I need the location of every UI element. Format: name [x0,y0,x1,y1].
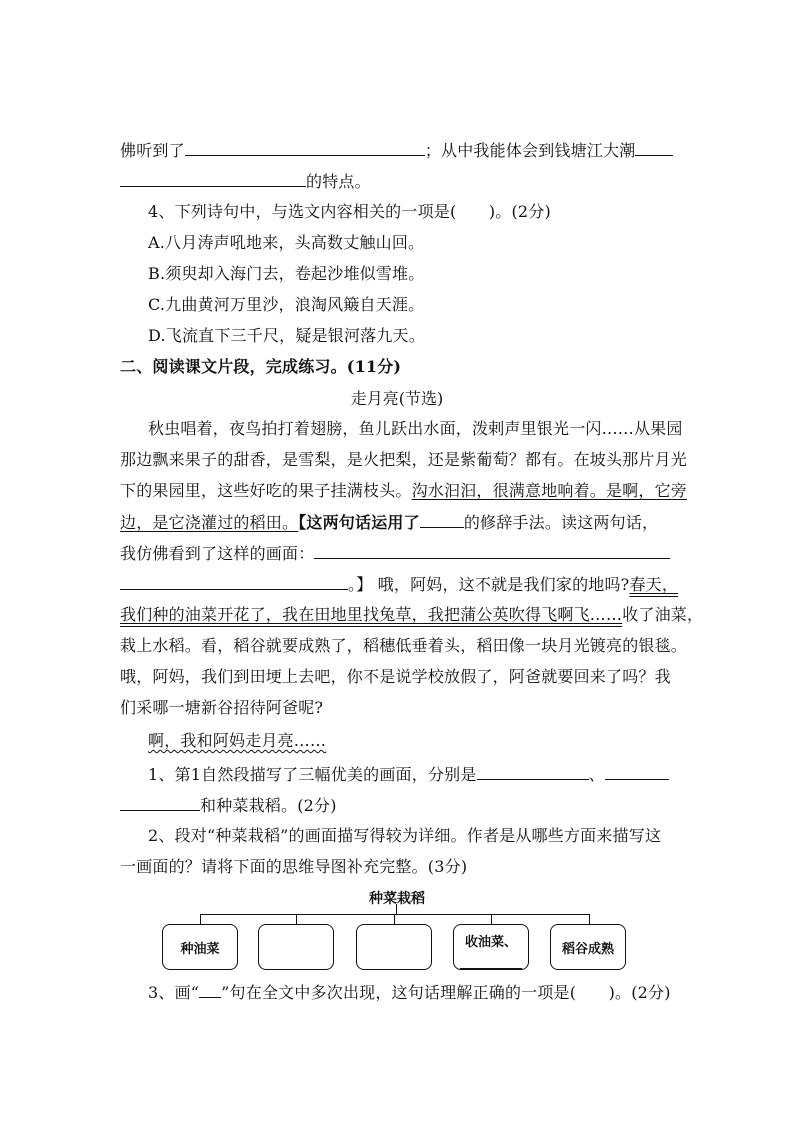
q3-continuation-line2 [120,171,371,192]
mindmap-connector [200,914,201,924]
text: 【这两句话运用了 [298,513,420,532]
q3-continuation-line1 [120,140,673,161]
answer-blank[interactable] [314,543,670,559]
passage-line: 那边飘来果子的甜香，是雪梨，是火把梨，还是紫葡萄？都有。在坡头那片月光 [120,450,688,469]
passage-title: 走月亮(节选) [350,389,444,408]
underline-mark [199,982,221,998]
answer-blank[interactable] [120,171,306,187]
q4-option-d[interactable]: D.飞流直下三千尺，疑是银河落九天。 [148,326,425,345]
q4-option-a[interactable]: A.八月涛声吼地来，头高数丈触山回。 [148,233,425,252]
mindmap-connector [200,914,590,915]
passage-line: 哦，阿妈，我们到田埂上去吧，你不是说学校放假了，阿爸就要回来了吗？我 [120,667,671,686]
answer-blank[interactable] [120,795,200,811]
q4-stem: 4、下列诗句中，与选文内容相关的一项是( )。(2分) [148,202,551,221]
section2-heading: 二、阅读课文片段，完成练习。(11分) [120,357,402,376]
text: 我仿佛看到了这样的画面： [120,544,315,563]
answer-blank[interactable] [635,140,673,156]
text: 下的果园里，这些好吃的果子挂满枝头。 [120,481,412,500]
answer-blank[interactable] [460,952,522,969]
text: ”句在全文中多次出现，这句话理解正确的一项是( )。(2分) [221,983,671,1002]
passage-line: 们采哪一塘新谷招待阿爸呢? [120,698,324,717]
passage-line [120,481,687,501]
question-1-cont [120,795,337,816]
question-2: 2、段对“种菜栽稻”的画面描写得较为详细。作者是从哪些方面来描写这 [148,826,662,845]
text: 。】 哦，阿妈，这不就是我们家的地吗? [348,575,630,594]
passage-line [120,512,658,533]
mindmap-box: 种油菜 [162,924,238,970]
passage-line [148,731,326,751]
text: 、 [588,765,605,784]
text: 和种菜栽稻。(2分) [200,796,337,815]
underlined-sentence: 沟水汩汩，很满意地响着。是啊，它旁 [411,481,688,500]
question-3 [148,982,671,1003]
passage-line [120,574,678,595]
mindmap-title: 种菜栽稻 [369,891,425,907]
mindmap-box-label: 收油菜、 [464,935,517,950]
mindmap-connector [394,914,395,924]
text: ；从中我能体会到钱塘江大潮 [424,141,636,160]
passage-line [120,605,703,625]
passage-line: 秋虫唱着，夜鸟拍打着翅膀，鱼儿跃出水面，泼剌声里银光一闪……从果园 [148,419,683,438]
passage-line: 栽上水稻。看，稻谷就要成熟了，稻穗低垂着头，稻田像一块月光镀亮的银毯。 [120,636,688,655]
answer-blank[interactable] [477,764,589,780]
text: 的修辞手法。读这两句话， [463,513,659,532]
double-underlined-sentence: 我们种的油菜开花了，我在田地里找兔草，我把蒲公英吹得飞啊飞…… [120,605,623,624]
text: 1、第1自然段描写了三幅优美的画面，分别是 [148,765,477,784]
mindmap-box-blank[interactable] [258,924,334,970]
wavy-underlined-sentence: 啊，我和阿妈走月亮…… [148,731,327,750]
q4-option-b[interactable]: B.须臾却入海门去，卷起沙堆似雪堆。 [148,264,425,283]
mindmap-box-blank[interactable] [356,924,432,970]
mindmap-connector [589,914,590,924]
mindmap-connector [491,914,492,924]
answer-blank[interactable] [185,140,425,156]
double-underlined-sentence: 春天， [629,575,679,594]
mindmap-box [453,924,529,970]
text: 佛听到了 [120,141,185,160]
answer-blank[interactable] [605,764,669,780]
answer-blank[interactable] [420,512,464,528]
text: 3、画“ [148,983,200,1002]
text: 收了油菜， [622,605,704,624]
mindmap-connector [396,904,397,914]
passage-line [120,543,670,564]
answer-blank[interactable] [120,574,348,590]
text: 的特点。 [306,172,371,191]
underlined-sentence: 边，是它浇灌过的稻田。 [120,513,299,532]
question-2-cont: 一画面的？请将下面的思维导图补充完整。(3分) [120,857,468,876]
mindmap-box: 稻谷成熟 [550,924,626,970]
q4-option-c[interactable]: C.九曲黄河万里沙，浪淘风簸自天涯。 [148,295,425,314]
mindmap-connector [296,914,297,924]
question-1 [148,764,669,785]
